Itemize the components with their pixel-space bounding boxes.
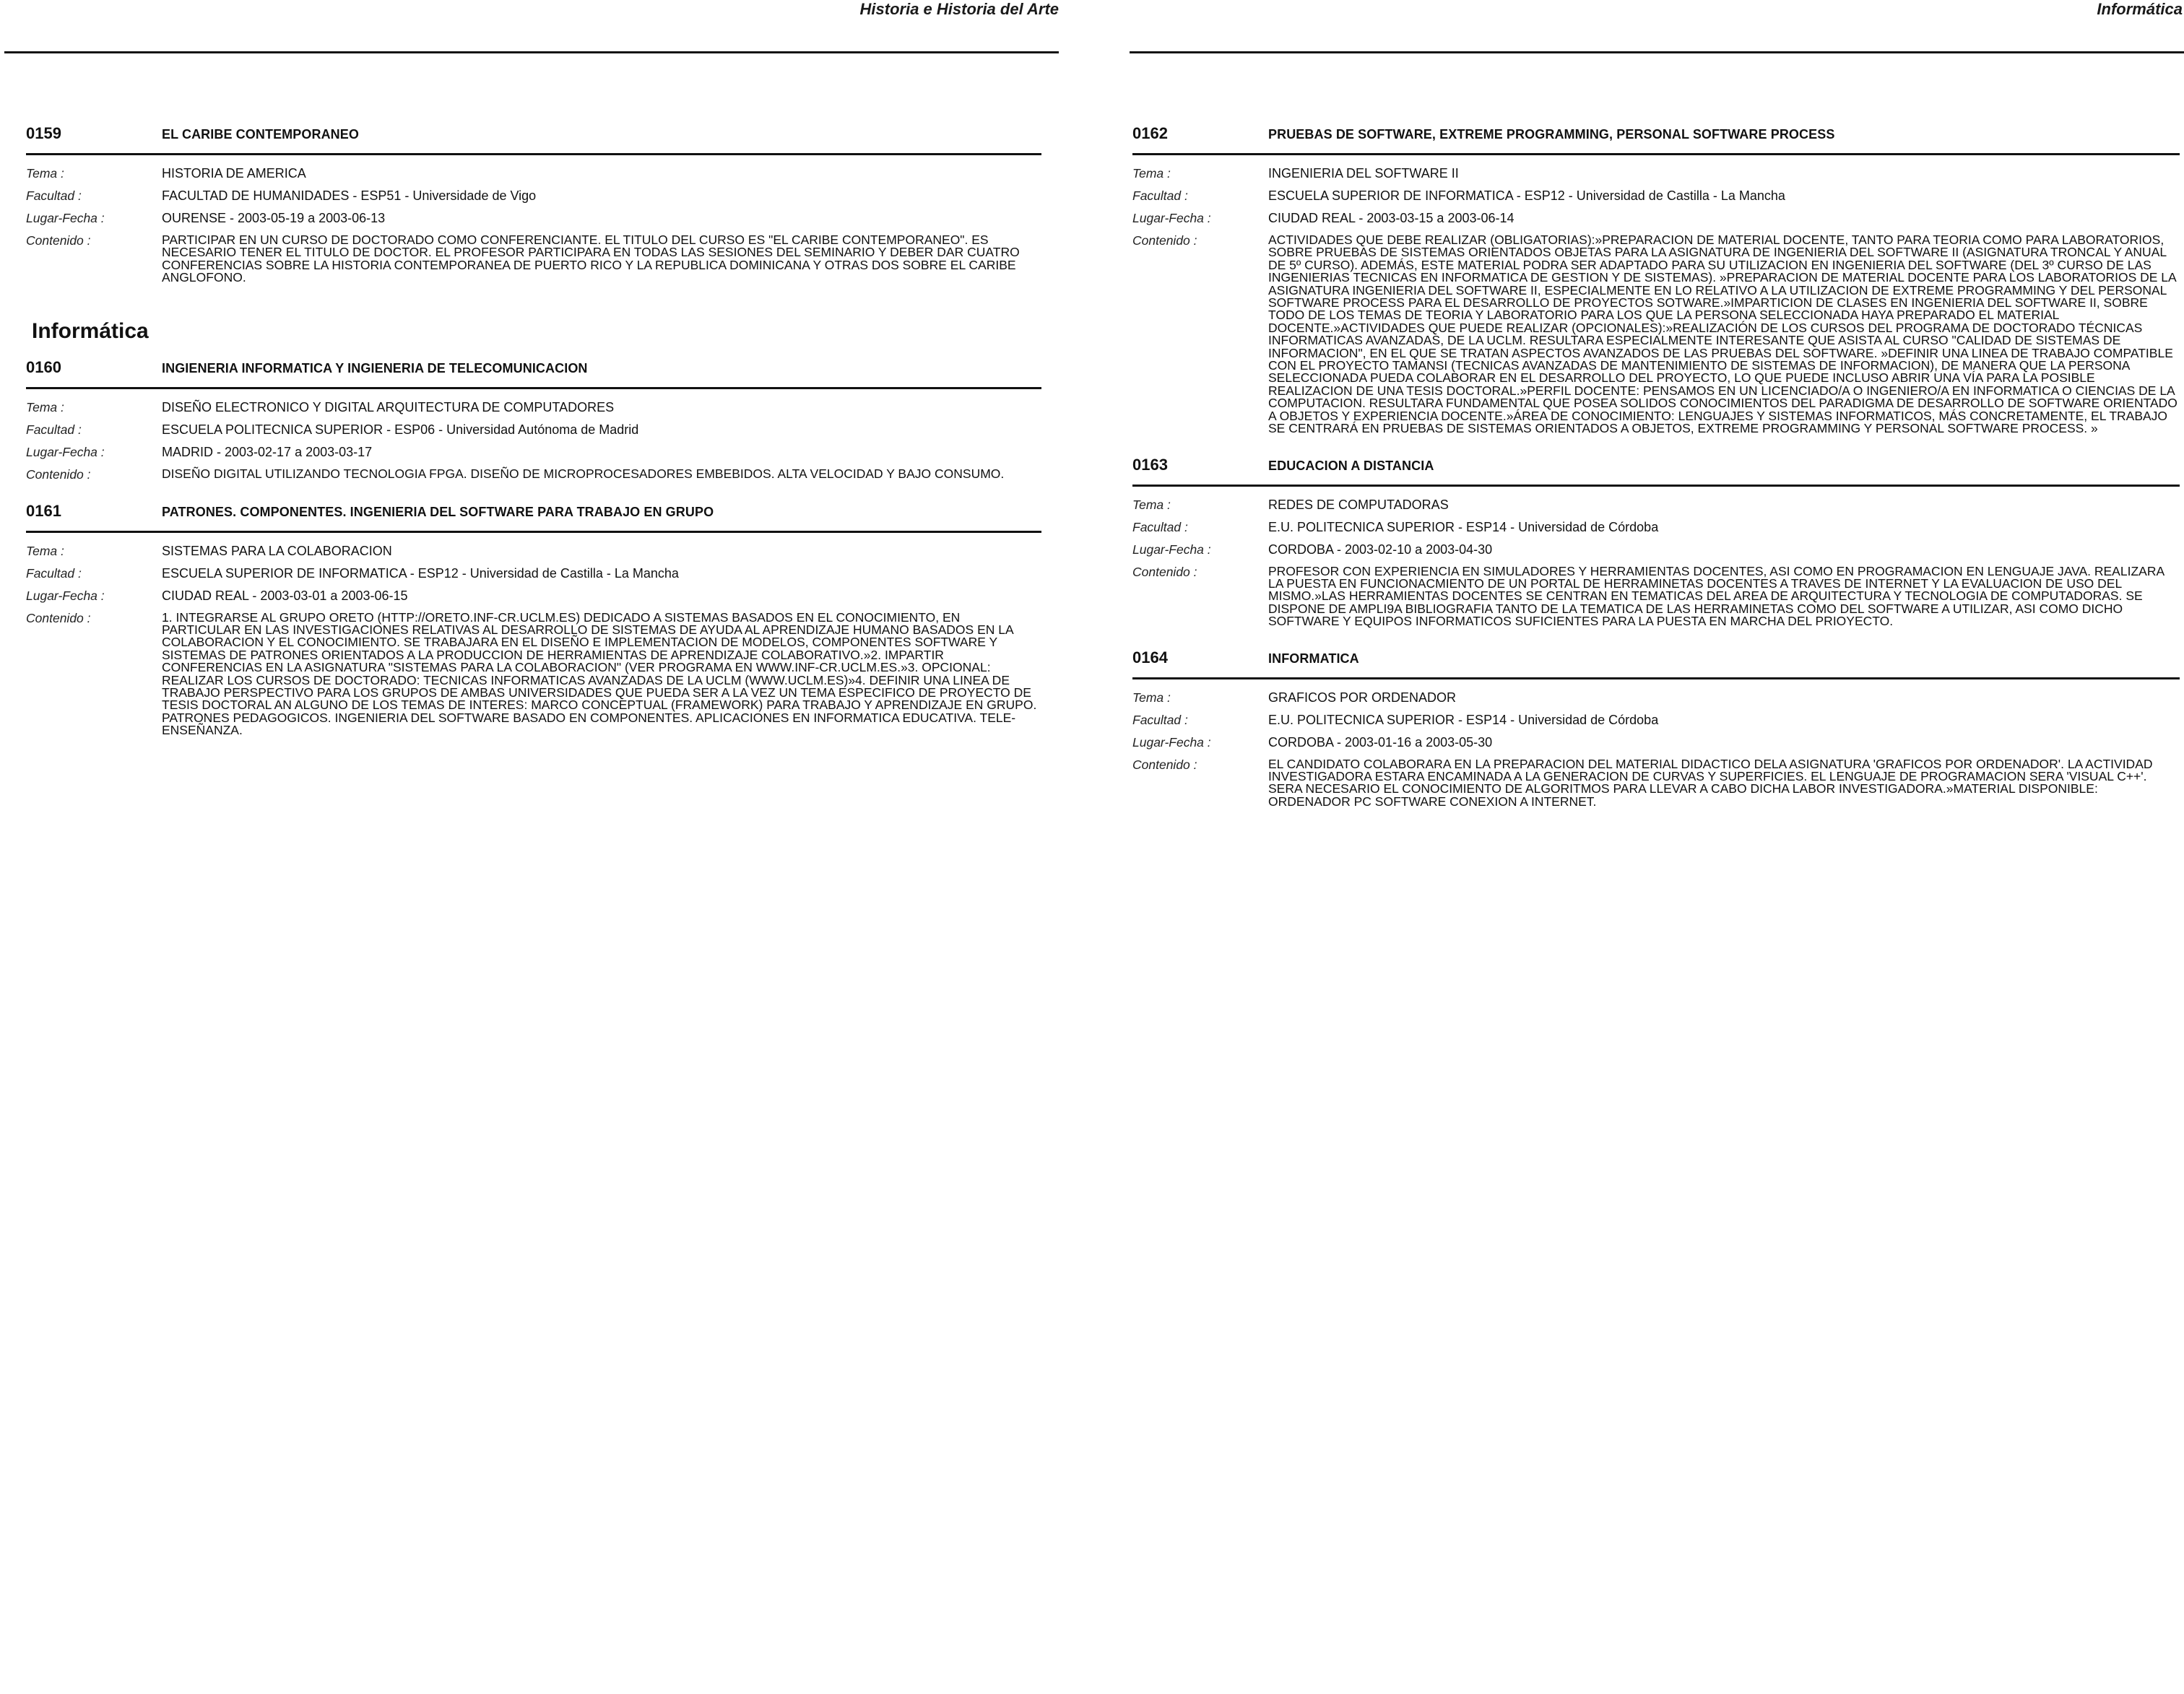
entry-row-lugar-fecha <box>1132 736 2180 750</box>
field-label: Tema : <box>26 166 64 181</box>
entry-row-contenido <box>1132 565 2180 628</box>
left-page-content <box>26 124 1041 757</box>
field-label: Lugar-Fecha : <box>26 588 105 603</box>
field-label: Contenido : <box>1132 757 1197 772</box>
entry-row-lugar-fecha <box>1132 212 2180 225</box>
field-label: Contenido : <box>26 233 91 248</box>
entry-header <box>1132 124 2180 155</box>
field-label: Contenido : <box>26 466 91 482</box>
entry-row-tema <box>26 544 1041 558</box>
entry-number: 0163 <box>1132 455 1168 474</box>
entry-title: PATRONES. COMPONENTES. INGENIERIA DEL SOFTWARE PARA TRABAJO EN GRUPO <box>162 504 714 519</box>
field-label: Lugar-Fecha : <box>26 444 105 459</box>
entry-row-lugar-fecha <box>26 446 1041 459</box>
field-value-lugar-fecha: OURENSE - 2003-05-19 a 2003-06-13 <box>162 211 386 225</box>
field-value-lugar-fecha: CIUDAD REAL - 2003-03-15 a 2003-06-14 <box>1268 211 1514 225</box>
header-rule-right <box>1130 51 2184 53</box>
field-label: Tema : <box>1132 166 1171 181</box>
field-label: Facultad : <box>1132 712 1188 727</box>
entry-row-tema <box>1132 691 2180 705</box>
entry-header <box>26 124 1041 155</box>
entry-row-contenido <box>26 234 1041 284</box>
entry-row-lugar-fecha <box>26 589 1041 603</box>
entry-header <box>26 502 1041 533</box>
entry-title: EDUCACION A DISTANCIA <box>1268 458 1434 473</box>
field-value-lugar-fecha: CIUDAD REAL - 2003-03-01 a 2003-06-15 <box>162 588 408 603</box>
field-value-facultad: E.U. POLITECNICA SUPERIOR - ESP14 - Universidad de Córdoba <box>1268 519 1659 534</box>
field-value-facultad: FACULTAD DE HUMANIDADES - ESP51 - Universidade de Vigo <box>162 188 537 203</box>
running-head-left: Historia e Historia del Arte <box>859 0 1059 18</box>
entry-title: INGIENERIA INFORMATICA Y INGIENERIA DE TELECOMUNICACION <box>162 360 588 375</box>
field-label: Contenido : <box>1132 564 1197 579</box>
field-label: Lugar-Fecha : <box>1132 211 1211 225</box>
field-label: Tema : <box>26 399 64 414</box>
entry-row-facultad <box>1132 189 2180 203</box>
field-label: Contenido : <box>26 610 91 625</box>
entry-header <box>26 358 1041 389</box>
field-label: Lugar-Fecha : <box>1132 734 1211 750</box>
section-title: Informática <box>32 318 149 343</box>
entry-title: EL CARIBE CONTEMPORANEO <box>162 127 359 142</box>
entry-row-contenido <box>1132 758 2180 809</box>
entry-row-contenido <box>26 609 1041 738</box>
header-rule-left <box>4 51 1059 53</box>
entry-row-contenido <box>26 468 1041 482</box>
entry <box>1132 648 2180 809</box>
field-value-contenido: PROFESOR CON EXPERIENCIA EN SIMULADORES Y HERRAMIENTAS DOCENTES, ASI COMO EN PROGRAMACION EN LENGUAJE JAVA. REALIZARA LA PUESTA EN FUNCIONACMIENTO DE UN PORTAL DE HERRAMINETAS DOCENTES A TRAVES DE INTERNET Y LA EVALUACION DE USO DEL MISMO.»LAS HERRAMIENTAS DOCENTES SE CENTRAN EN TEMATICAS DEL AREA DE ARQUITECTURA Y TECNOLOGIA DE COMPUTADORAS. SE DISPONE DE AMPLI9A BIBLIOGRAFIA TANTO DE LA TEMATICA DE LAS HERRAMINETAS COMO DEL SOFTWARE A UTILIZAR, ASI COMO DICHO SOFTWARE Y EQUIPOS INFORMATICOS SUFICIENTES PARA LA PUESTA EN MARCHA DEL PRIOYECTO. <box>1268 563 2164 629</box>
entry-row-facultad <box>26 189 1041 203</box>
field-value-facultad: ESCUELA SUPERIOR DE INFORMATICA - ESP12 - Universidad de Castilla - La Mancha <box>162 565 679 581</box>
entry-number: 0162 <box>1132 124 1168 142</box>
entry-number: 0161 <box>26 501 61 520</box>
field-value-tema: GRAFICOS POR ORDENADOR <box>1268 690 1457 705</box>
running-head-right: Informática <box>2097 0 2183 18</box>
entry-title: PRUEBAS DE SOFTWARE, EXTREME PROGRAMMING, PERSONAL SOFTWARE PROCESS <box>1268 127 1835 142</box>
entry <box>26 502 1041 737</box>
field-label: Contenido : <box>1132 233 1197 248</box>
entry-row-tema <box>1132 498 2180 512</box>
field-label: Tema : <box>26 543 64 558</box>
field-label: Tema : <box>1132 690 1171 705</box>
entry-title: INFORMATICA <box>1268 651 1359 666</box>
field-label: Facultad : <box>26 188 82 203</box>
entry-row-tema <box>1132 167 2180 181</box>
field-value-contenido: PARTICIPAR EN UN CURSO DE DOCTORADO COMO CONFERENCIANTE. EL TITULO DEL CURSO ES "EL CARIBE CONTEMPORANEO". ES NECESARIO TENER EL TITULO DE DOCTOR. EL PROFESOR PARTICIPARA EN TODAS LAS SESIONES DEL SEMINARIO Y DEBER DAR CUATRO CONFERENCIAS SOBRE LA HISTORIA CONTEMPORANEA DE PUERTO RICO Y LA REPUBLICA DOMINICANA Y OTRAS DOS SOBRE EL CARIBE ANGLOFONO. <box>162 233 1020 285</box>
field-label: Facultad : <box>1132 188 1188 203</box>
entry-header <box>1132 456 2180 487</box>
field-label: Lugar-Fecha : <box>1132 542 1211 557</box>
entry-row-lugar-fecha <box>26 212 1041 225</box>
entry <box>1132 456 2180 628</box>
field-value-tema: HISTORIA DE AMERICA <box>162 166 306 181</box>
field-label: Lugar-Fecha : <box>26 211 105 225</box>
entry-number: 0160 <box>26 357 61 376</box>
field-value-contenido: ACTIVIDADES QUE DEBE REALIZAR (OBLIGATORIAS):»PREPARACION DE MATERIAL DOCENTE, TANTO PARA TEORIA COMO PARA LABORATORIOS, SOBRE PRUEBAS DE SISTEMAS ORIENTADOS OBJETAS PARA LA ASIGNATURA DE INGENIERIA DEL SOFTWARE II (ASIGNATURA TRONCAL Y ANUAL DE 5º CURSO). ADEMÁS, ESTE MATERIAL PODRA SER ADAPTADO PARA SU UTILIZACION EN INGENIERIA DEL SOFTWARE (DEL 3º CURSO DE LAS INGENIERIAS TECNICAS EN INFORMATICA DE GESTION Y DE SISTEMAS). »PREPARACION DE MATERIAL DOCENTE PARA LOS LABORATORIOS DE LA ASIGNATURA INGENIERIA DEL SOFTWARE II, ESPECIALMENTE EN LO RELATIVO A LA UTILIZACION DE EXTREME PROGRAMMING Y DEL PERSONAL SOFTWARE PROCESS PARA EL DESARROLLO DE PROYECTOS SOTWARE.»IMPARTICION DE CLASES EN INGENIERIA DEL SOFTWARE II, SOBRE TODO DE LOS TEMAS DE TEORIA Y LABORATORIO PARA LOS QUE LA PERSONA SELECCIONADA HAYA PREPARADO EL MATERIAL DOCENTE.»ACTIVIDADES QUE PUEDE REALIZAR (OPCIONALES):»REALIZACIÓN DE LOS CURSOS DEL PROGRAMA DE DOCTORADO TÉCNICAS INFORMATICAS AVANZADAS, DE LA UCLM. RESULTARA ESPECIALMENTE INTERESANTE QUE ASISTA AL CURSO "CALIDAD DE SISTEMAS DE INFORMACION", EN EL QUE SE TRATAN ASPECTOS AVANZADOS DE LAS PRUEBAS DEL SOFTWARE. »DEFINIR UNA LINEA DE TRABAJO COMPATIBLE CON EL PROYECTO TAMANSI (TECNICAS AVANZADAS DE MANTENIMIENTO DE SISTEMAS DE INFORMACION), DE MANERA QUE LA PERSONA SELECCIONADA PUEDA COLABORAR EN EL DESARROLLO DEL PROYECTO, LO QUE PUEDE INCLUSO ABRIR UNA VÍA PARA LA POSIBLE REALIZACION DE UNA TESIS DOCTORAL.»PERFIL DOCENTE: PENSAMOS EN UN LICENCIADO/A O INGENIERO/A EN INFORMATICA O CIENCIAS DE LA COMPUTACION. RESULTARA FUNDAMENTAL QUE POSEA SOLIDOS CONOCIMIENTOS DEL PARADIGMA DE DESARROLLO DE SOFTWARE ORIENTADO A OBJETOS Y EXPERIENCIA DOCENTE.»ÁREA DE CONOCIMIENTO: LENGUAJES Y SISTEMAS INFORMATICOS, MÁS CONCRETAMENTE, EL TRABAJO SE CENTRARÁ EN PRUEBAS DE SISTEMAS ORIENTADOS A OBJETOS, EXTREME PROGRAMMING Y PERSONAL SOFTWARE PROCESS. » <box>1268 233 2178 436</box>
entry-row-tema <box>26 167 1041 181</box>
left-entries-after <box>26 358 1041 737</box>
field-value-contenido: DISEÑO DIGITAL UTILIZANDO TECNOLOGIA FPGA. DISEÑO DE MICROPROCESADORES EMBEBIDOS. ALTA VELOCIDAD Y BAJO CONSUMO. <box>162 466 1005 481</box>
entry-row-facultad <box>26 567 1041 581</box>
field-value-contenido: 1. INTEGRARSE AL GRUPO ORETO (HTTP://ORETO.INF-CR.UCLM.ES) DEDICADO A SISTEMAS BASADOS EN EL CONOCIMIENTO, EN PARTICULAR EN LAS INVESTIGACIONES RELATIVAS AL DESARROLLO DE SISTEMAS DE AYUDA AL APRENDIZAJE HUMANO BASADOS EN LA COLABORACION Y EL CONOCIMIENTO. SE TRABAJARA EN EL DISEÑO E IMPLEMENTACION DE MODELOS, COMPONENTES SOFTWARE Y SISTEMAS DE PATRONES ORIENTADOS A LA PRODUCCION DE HERRAMIENTAS DE APRENDIZAJE COLABORATIVO.»2. IMPARTIR CONFERENCIAS EN LA ASIGNATURA "SISTEMAS PARA LA COLABORACION" (VER PROGRAMA EN WWW.INF-CR.UCLM.ES.»3. OPCIONAL: REALIZAR LOS CURSOS DE DOCTORADO: TECNICAS INFORMATICAS AVANZADAS DE LA UCLM (WWW.UCLM.ES)»4. DEFINIR UNA LINEA DE TRABAJO PERSPECTIVO PARA LOS GRUPOS DE AMBAS UNIVERSIDADES QUE PUEDA SER A LA VEZ UN TEMA ESPECIFICO DE PROYECTO DE TESIS DOCTORAL AN ALGUNO DE LOS TEMAS DE INTERES: MARCO CONCEPTUAL (FRAMEWORK) PARA TRABAJO Y APRENDIZAJE EN GRUPO. PATRONES PEDAGOGICOS. INGENIERIA DEL SOFTWARE BASADO EN COMPONENTES. APLICACIONES EN INFORMATICA EDUCATIVA. TELE-ENSEÑANZA. <box>162 609 1037 738</box>
left-entries-before <box>26 124 1041 284</box>
entry <box>26 124 1041 284</box>
entry-number: 0164 <box>1132 648 1168 666</box>
field-value-tema: INGENIERIA DEL SOFTWARE II <box>1268 166 1459 181</box>
field-value-tema: DISEÑO ELECTRONICO Y DIGITAL ARQUITECTURA DE COMPUTADORES <box>162 399 615 414</box>
entry-header <box>1132 648 2180 679</box>
entry-row-lugar-fecha <box>1132 543 2180 557</box>
entry-row-facultad <box>26 423 1041 437</box>
entry <box>26 358 1041 482</box>
field-label: Tema : <box>1132 497 1171 512</box>
field-value-lugar-fecha: CORDOBA - 2003-01-16 a 2003-05-30 <box>1268 734 1493 750</box>
right-page <box>1092 0 2184 1694</box>
field-value-contenido: EL CANDIDATO COLABORARA EN LA PREPARACION DEL MATERIAL DIDACTICO DELA ASIGNATURA 'GRAFICOS POR ORDENADOR'. LA ACTIVIDAD INVESTIGADORA ESTARA ENCAMINADA A LA GENERACION DE CURVAS Y SUPERFICIES. EL LENGUAJE DE PROGRAMACION SERA 'VISUAL C++'. SERA NECESARIO EL CONOCIMIENTO DE ALGORITMOS PARA LLEVAR A CABO DICHA LABOR INVESTIGADORA.»MATERIAL DISPONIBLE: ORDENADOR PC SOFTWARE CONEXION A INTERNET. <box>1268 756 2153 809</box>
entry-number: 0159 <box>26 124 61 142</box>
right-page-content <box>1132 124 2180 828</box>
entry-row-facultad <box>1132 713 2180 727</box>
entry-row-contenido <box>1132 234 2180 435</box>
field-value-lugar-fecha: CORDOBA - 2003-02-10 a 2003-04-30 <box>1268 542 1493 557</box>
entry-row-tema <box>26 401 1041 414</box>
field-value-lugar-fecha: MADRID - 2003-02-17 a 2003-03-17 <box>162 444 373 459</box>
field-value-tema: SISTEMAS PARA LA COLABORACION <box>162 543 392 558</box>
field-value-facultad: E.U. POLITECNICA SUPERIOR - ESP14 - Universidad de Córdoba <box>1268 712 1659 727</box>
entry-row-facultad <box>1132 521 2180 534</box>
field-value-tema: REDES DE COMPUTADORAS <box>1268 497 1449 512</box>
entry <box>1132 124 2180 435</box>
right-entries <box>1132 124 2180 808</box>
field-label: Facultad : <box>26 565 82 581</box>
field-value-facultad: ESCUELA SUPERIOR DE INFORMATICA - ESP12 - Universidad de Castilla - La Mancha <box>1268 188 1785 203</box>
field-value-facultad: ESCUELA POLITECNICA SUPERIOR - ESP06 - Universidad Autónoma de Madrid <box>162 422 639 437</box>
field-label: Facultad : <box>26 422 82 437</box>
field-label: Facultad : <box>1132 519 1188 534</box>
